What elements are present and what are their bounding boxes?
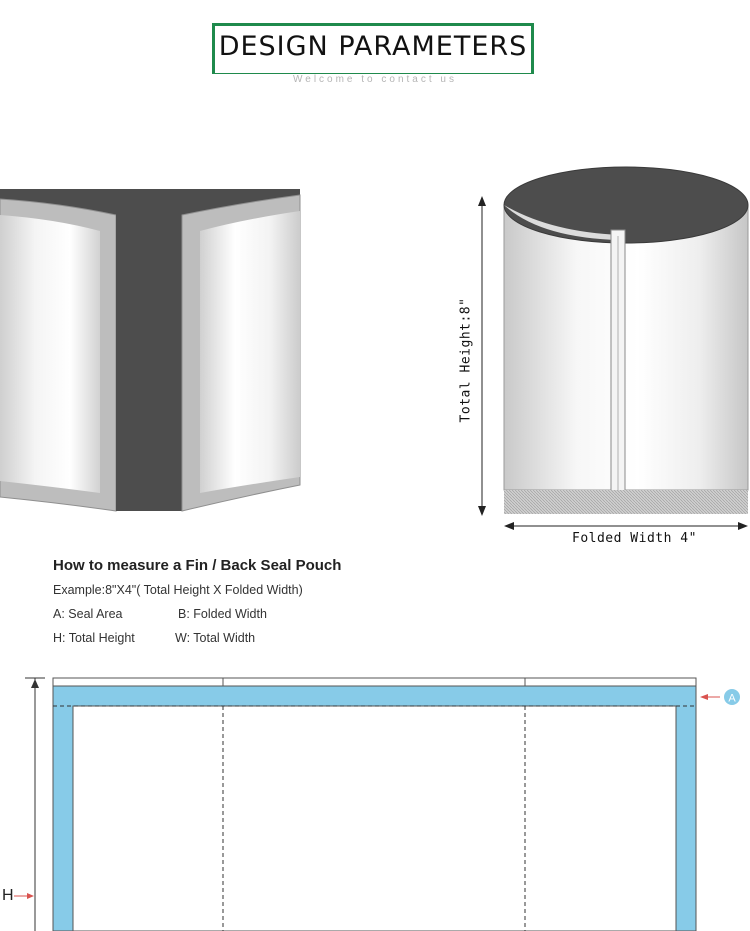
- instructions-title: How to measure a Fin / Back Seal Pouch: [53, 557, 342, 574]
- folded-width-label: Folded Width 4": [572, 531, 697, 546]
- height-arrow-bottom: [478, 506, 486, 516]
- pouch-back-illustration: [0, 185, 305, 515]
- pouch-left-panel: [0, 215, 100, 493]
- height-arrow-top: [478, 196, 486, 206]
- a-marker-label: A: [728, 692, 736, 705]
- a-marker-arrowhead: [700, 694, 708, 700]
- example-line: Example:8"X4"( Total Height X Folded Width): [53, 583, 303, 597]
- h-arrow-top: [31, 679, 39, 688]
- pouch-right-panel: [200, 211, 300, 493]
- h-marker-label: H: [2, 887, 14, 904]
- pouch-opening: [504, 167, 748, 243]
- bottom-seal: [504, 490, 748, 514]
- subtitle-text: Welcome to contact us: [287, 74, 463, 85]
- legend-total-width: W: Total Width: [175, 631, 256, 645]
- legend-folded-width: B: Folded Width: [178, 607, 267, 621]
- left-seal-area: [53, 706, 73, 931]
- title-box: [212, 23, 534, 76]
- h-marker-arrowhead: [27, 893, 34, 899]
- right-seal-area: [676, 706, 696, 931]
- width-arrow-left: [504, 522, 514, 530]
- legend-seal-area: A: Seal Area: [53, 607, 123, 621]
- subtitle: [212, 74, 538, 85]
- legend-total-height: H: Total Height: [53, 631, 135, 645]
- fin-seal: [116, 213, 182, 511]
- seal-diagram: [0, 670, 750, 931]
- top-edge-strip: [53, 678, 696, 686]
- top-seal-area: [53, 686, 696, 706]
- width-arrow-right: [738, 522, 748, 530]
- total-height-label: Total Height:8": [458, 297, 474, 423]
- page-title: DESIGN PARAMETERS: [218, 31, 528, 62]
- pouch-body: [504, 205, 748, 490]
- pouch-front-illustration: [470, 160, 750, 535]
- pouch-inner-area: [73, 706, 676, 931]
